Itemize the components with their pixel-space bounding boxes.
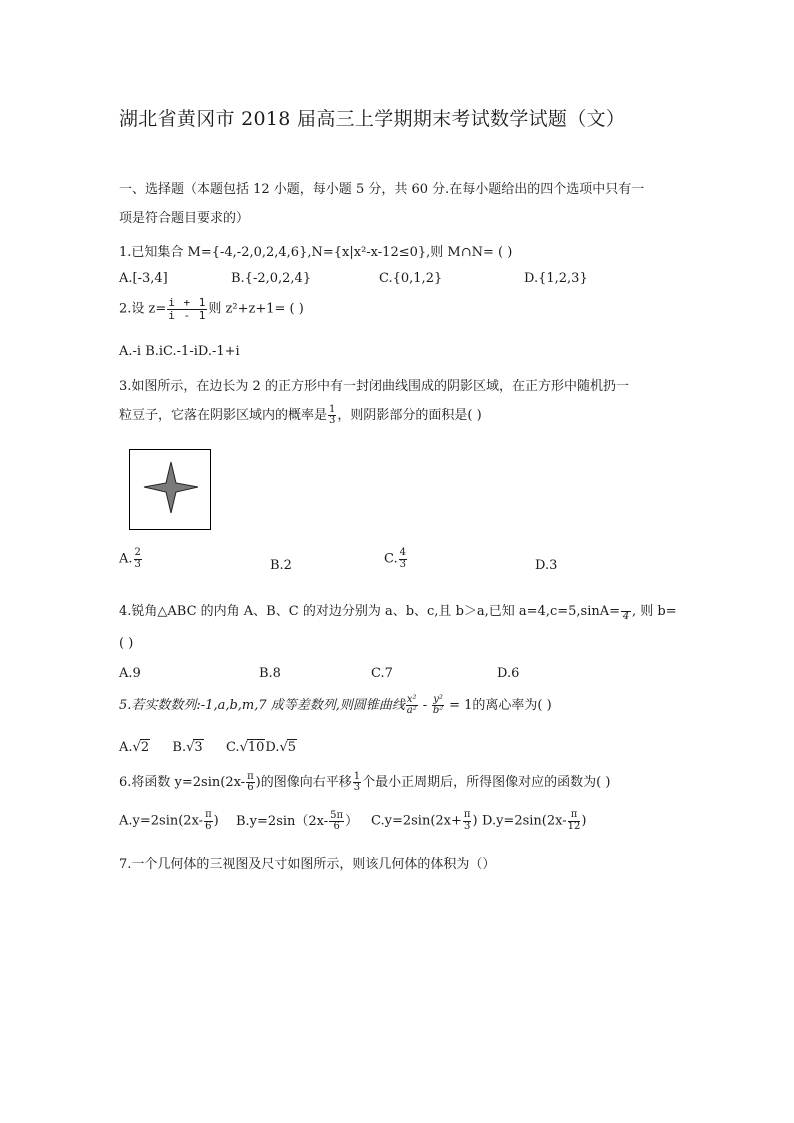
q6-b-prefix: B.y=2sin（2x- [236, 814, 329, 829]
q5-y-fraction [432, 695, 444, 717]
q1-option-a: A.[-3,4] [119, 271, 168, 286]
q2-suffix: 则 z²+z+1= ( ) [208, 301, 304, 317]
q2-fraction [167, 297, 207, 321]
q2-prefix: 2.设 z= [119, 301, 167, 317]
q6-shift-fraction [353, 772, 361, 794]
q4-stem [119, 600, 677, 623]
q6-d-prefix: D.y=2sin(2x- [482, 813, 567, 829]
q5-c-sqrt: √10 [239, 740, 265, 755]
q3-option-a [119, 548, 143, 570]
q6-option-c [371, 810, 478, 832]
q5-y-num: y² [433, 693, 443, 705]
shaded-region [144, 462, 198, 513]
q5-a-sqrt: √2 [132, 740, 150, 755]
q6-mid: )的图像向右平移 [255, 775, 352, 790]
q6-shift-num: 1 [353, 770, 361, 782]
q3-a-den: 3 [134, 558, 141, 570]
q6-shift-den: 3 [353, 782, 361, 793]
q6-d-close: ) [581, 813, 587, 829]
q4-stem-text: 4.锐角△ABC 的内角 A、B、C 的对边分别为 a、b、c,且 b＞a,已知 a=4,c=5,sinA= [119, 604, 621, 619]
q6-stem [119, 771, 610, 794]
q6-a-den: 6 [205, 820, 212, 832]
q1-option-b: B.{-2,0,2,4} [231, 271, 312, 286]
q7-stem: 7.一个几何体的三视图及尺寸如图所示，则该几何体的体积为（） [119, 857, 496, 872]
q6-d-fraction [568, 810, 581, 832]
q5-y-den: b² [432, 705, 444, 716]
q4-option-a: A.9 [119, 666, 141, 681]
section-intro-line2: 项是符合题目要求的） [119, 211, 250, 226]
q2-stem [119, 297, 304, 321]
q6-option-d [482, 810, 586, 832]
q6-d-num: π [568, 810, 581, 822]
q4-option-c: C.7 [371, 666, 393, 681]
four-point-star-icon [130, 450, 210, 529]
q4-stem-end: , 则 b= [632, 604, 677, 619]
q6-c-den: 3 [464, 820, 471, 832]
q3-option-b: B.2 [270, 558, 292, 573]
q1-stem: 1.已知集合 M={-4,-2,0,2,4,6},N={x|x²-x-12≤0},则 M∩N= ( ) [119, 245, 513, 260]
q5-d-rad: 5 [287, 740, 297, 755]
q5-minus: - [422, 698, 428, 713]
q6-a-fraction [204, 810, 213, 832]
section-intro-line1: 一、选择题（本题包括 12 小题，每小题 5 分，共 60 分.在每小题给出的四个选项中只有一 [119, 182, 645, 197]
q4-paren: ( ) [119, 636, 134, 651]
q3-a-fraction [134, 548, 142, 570]
q4-fraction [621, 601, 631, 623]
q6-pi-fraction [246, 772, 255, 794]
q3-c-den: 3 [399, 558, 406, 570]
q3-line2-suffix: ，则阴影部分的面积是( ) [337, 408, 482, 423]
q5-a-prefix: A. [119, 740, 133, 755]
q3-a-prefix: A. [119, 551, 133, 567]
q3-line1: 3.如图所示，在边长为 2 的正方形中有一封闭曲线围成的阴影区域，在正方形中随机扔一 [119, 379, 629, 394]
q4-option-d: D.6 [497, 666, 520, 681]
q5-suffix: = 1的离心率为( ) [449, 698, 552, 713]
q3-prob-num: 1 [329, 403, 336, 415]
q6-c-fraction [463, 810, 472, 832]
q2-fraction-den: i - 1 [168, 308, 207, 322]
q5-x-den: a² [406, 705, 417, 716]
q5-b-rad: 3 [194, 740, 203, 755]
q6-b-close: ） [345, 814, 359, 829]
q6-prefix: 6.将函数 y=2sin(2x- [119, 775, 246, 790]
q5-x-fraction [406, 695, 418, 717]
q6-b-num: 5π [330, 809, 344, 821]
q3-prob-den: 3 [329, 415, 336, 426]
square-figure [129, 449, 211, 530]
q3-c-fraction [399, 548, 407, 570]
q6-b-den: 6 [333, 821, 340, 832]
q6-c-prefix: C.y=2sin(2x+ [371, 813, 462, 829]
q6-option-b [236, 810, 358, 833]
q4-fraction-den: 4 [622, 611, 630, 622]
q6-pi-den: 6 [247, 782, 254, 793]
q6-a-close: ) [213, 813, 219, 829]
q3-line2-prefix: 粒豆子，它落在阴影区域内的概率是 [119, 408, 328, 423]
q6-option-a [119, 810, 219, 832]
q1-option-c: C.{0,1,2} [379, 271, 443, 286]
q5-d-sqrt: √5 [279, 740, 297, 755]
q6-b-fraction [329, 811, 344, 833]
q2-options: A.-i B.iC.-1-iD.-1+i [119, 344, 240, 359]
q6-d-den: 12 [567, 820, 581, 832]
q5-c-rad: 10 [247, 740, 265, 755]
q5-options [119, 740, 297, 755]
q3-c-prefix: C. [384, 551, 398, 567]
q5-prefix: 5.若实数数列:-1,a,b,m,7 成等差数列,则圆锥曲线 [119, 698, 405, 713]
q3-probability-fraction [328, 405, 336, 427]
q4-option-b: B.8 [259, 666, 281, 681]
q3-a-num: 2 [134, 547, 141, 558]
page-title: 湖北省黄冈市 2018 届高三上学期期末考试数学试题（文） [119, 108, 626, 130]
q3-line2 [119, 404, 482, 427]
q3-option-c [384, 548, 408, 570]
q6-c-num: π [463, 809, 471, 820]
q6-a-prefix: A.y=2sin(2x- [119, 813, 204, 829]
q1-option-d: D.{1,2,3} [524, 271, 588, 286]
q5-b-sqrt: √3 [186, 740, 203, 755]
q5-x-num: x² [406, 693, 417, 705]
q5-c-prefix: C. [225, 740, 240, 755]
q3-option-d: D.3 [535, 558, 558, 573]
q5-a-rad: 2 [140, 740, 150, 755]
q2-fraction-num: i + 1 [168, 296, 207, 309]
q5-b-prefix: B. [172, 740, 187, 755]
q3-c-num: 4 [399, 547, 406, 558]
q5-d-prefix: D. [265, 740, 280, 755]
q6-pi-num: π [247, 770, 254, 782]
q6-suffix: 个最小正周期后，所得图像对应的函数为( ) [362, 775, 611, 790]
q5-stem [119, 694, 552, 717]
q6-a-num: π [205, 809, 212, 820]
q6-c-close: ) [472, 813, 478, 829]
